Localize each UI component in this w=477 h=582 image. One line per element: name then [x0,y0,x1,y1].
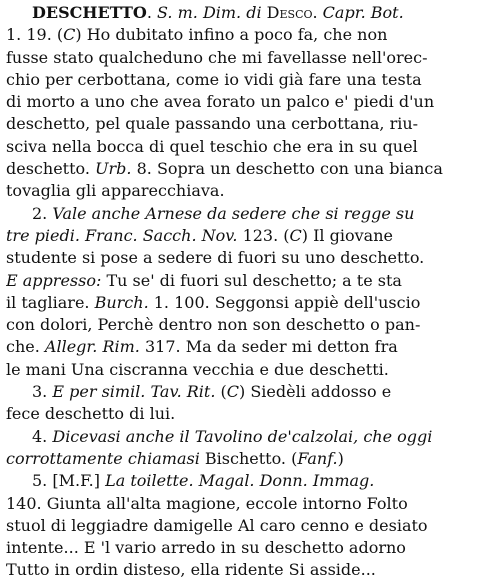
entry-line [6,136,471,158]
entry-text-run: C [289,225,302,245]
entry-line [6,225,471,247]
entry-text-run: corrottamente chiamasi [6,448,200,468]
entry-line [6,292,471,314]
entry-line [6,47,471,69]
entry-text-run: Tu se' di fuori sul deschetto; a te sta [101,270,402,290]
entry-text-run: 8. Sopra un deschetto con una bianca [131,159,443,179]
entry-line [6,91,471,113]
entry-text-run: tovaglia gli apparecchiava. [6,181,225,201]
entry-line [6,247,471,269]
entry-text-run: il tagliare. [6,292,95,312]
entry-text-run: con dolori, Perchè dentro non son deschetto o pan- [6,315,421,335]
entry-line [6,2,471,24]
entry-line [6,403,471,425]
entry-line [6,24,471,46]
entry-line [6,158,471,180]
entry-line [6,448,471,470]
entry-text-run: 1. 19. ( [6,25,64,45]
entry-text-run: Tutto in ordin disteso, ella ridente Si asside... [6,560,376,580]
entry-text-run: sciva nella bocca di quel teschio che era in su quel [6,136,418,156]
entry-text-run: Vale anche Arnese da sedere che si regge su [52,203,415,223]
entry-line [6,559,471,581]
entry-text-run: deschetto, pel quale passando una cerbottana, riu- [6,114,419,134]
entry-text-run: 1. 100. Seggonsi appiè dell'uscio [148,292,421,312]
entry-text-run: fusse stato qualcheduno che mi favellasse nell'orec- [6,47,428,67]
entry-text-run: chio per cerbottana, come io vidi già fare una testa [6,69,422,89]
entry-text-run: C [63,25,76,45]
entry-line [6,470,471,492]
entry-line [6,537,471,559]
entry-text-run: ) Siedèli addosso e [239,382,392,402]
entry-text-run: . [312,3,323,22]
entry-text-run: Bischetto. ( [199,448,298,468]
entry-text-run: deschetto. [6,159,96,179]
headword: DESCHETTO [32,3,147,22]
entry-line [6,515,471,537]
entry-text-run: Burch. [94,292,149,312]
entry-text-run: S. m. Dim. di [157,3,267,22]
entry-text-run: ) Ho dubitato infino a poco fa, che non [75,25,388,45]
entry-text-run: intente... E 'l vario arredo in su deschetto adorno [6,538,406,558]
entry-text-run: ( [215,382,227,402]
entry-text-run: Fanf. [297,448,338,468]
entry-line [6,426,471,448]
entry-line [6,493,471,515]
entry-line [6,69,471,91]
entry-text-run: 317. Ma da seder mi detton fra [139,337,398,357]
entry-text-run: Capr. Bot. [322,3,404,22]
entry-text-run: fece deschetto di lui. [6,404,176,424]
entry-line [6,314,471,336]
entry-text-run: stuol di leggiadre damigelle Al caro cenno e desiato [6,515,428,535]
entry-text-run: Dicevasi anche il Tavolino de'calzolai, che oggi [52,426,433,446]
entry-text-run: E appresso: [6,270,102,290]
entry-text-run: ) Il giovane [301,225,393,245]
entry-text-run: di morto a uno che avea forato un palco e' piedi d'un [6,92,435,112]
entry-text-run: La toilette. Magal. Donn. Immag. [105,471,375,491]
entry-text-run: le mani Una ciscranna vecchia e due deschetti. [6,359,389,379]
entry-line [6,113,471,135]
entry-text-run: . [146,3,158,22]
entry-text-run: 3. [32,382,53,402]
entry-text-run: 123. ( [237,225,290,245]
entry-text-run: C [226,382,240,402]
entry-text-block [6,2,471,582]
entry-text-run: E per simil. Tav. Rit. [52,382,216,402]
entry-text-run: 2. [32,203,53,223]
entry-line [6,203,471,225]
entry-text-run: studente si pose a sedere di fuori su uno deschetto. [6,248,425,268]
entry-text-run: 4. [32,426,53,446]
entry-line [6,180,471,202]
entry-line [6,270,471,292]
entry-text-run: che. [6,337,45,357]
entry-text-run: Urb. [95,159,132,179]
entry-line [6,381,471,403]
entry-text-run: Allegr. Rim. [44,337,140,357]
entry-line [6,336,471,358]
entry-text-run: 5. [M.F.] [32,471,106,491]
entry-text-run: 140. Giunta all'alta magione, eccole intorno Folto [6,493,408,513]
entry-text-run: ) [337,448,344,468]
entry-line [6,359,471,381]
entry-text-run: tre piedi. Franc. Sacch. Nov. [6,225,238,245]
entry-text-run: Desco [266,3,313,22]
